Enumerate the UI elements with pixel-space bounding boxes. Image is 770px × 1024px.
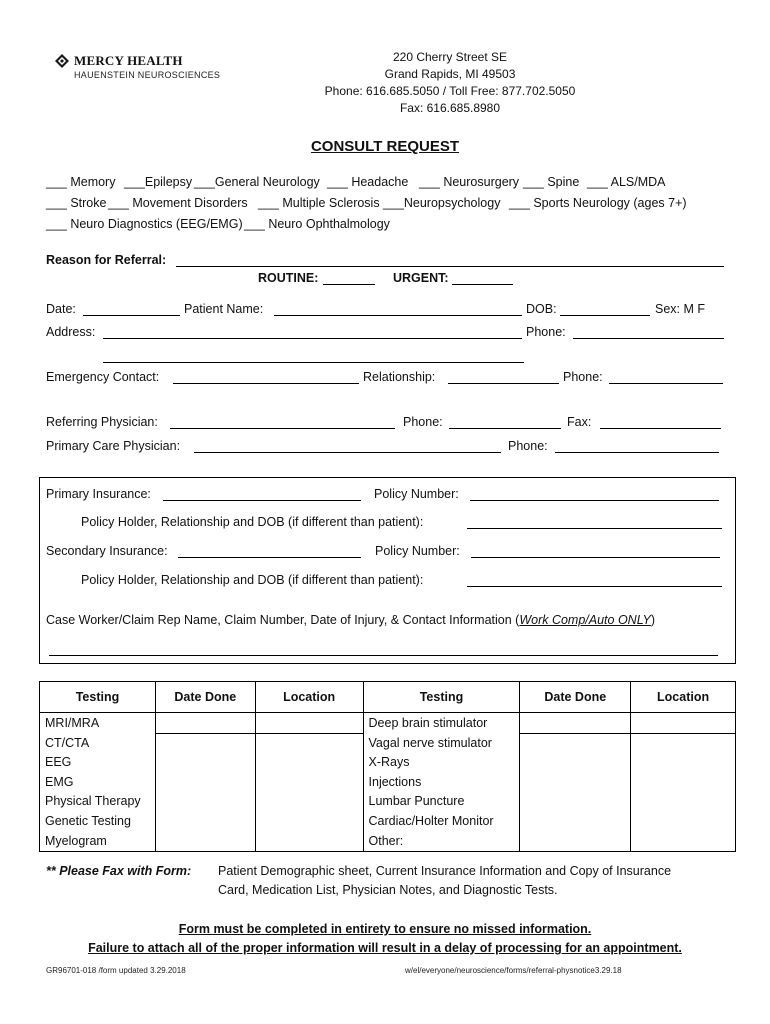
- date-field[interactable]: [83, 315, 180, 316]
- header-date-done-2: Date Done: [520, 682, 631, 713]
- specialty-multiple-sclerosis[interactable]: ___ Multiple Sclerosis: [258, 196, 380, 210]
- referring-phone-label: Phone:: [403, 415, 443, 429]
- dob-field[interactable]: [560, 315, 650, 316]
- fax-note-line-2: Card, Medication List, Physician Notes, and Diagnostic Tests.: [218, 883, 558, 897]
- primary-care-phone-label: Phone:: [508, 439, 548, 453]
- header-testing-2: Testing: [363, 682, 520, 713]
- relationship-label: Relationship:: [363, 370, 436, 384]
- case-worker-field[interactable]: [49, 655, 718, 656]
- emergency-contact-field[interactable]: [173, 383, 359, 384]
- header-location-1: Location: [255, 682, 363, 713]
- emergency-phone-label: Phone:: [563, 370, 603, 384]
- specialty-sports-neurology[interactable]: ___ Sports Neurology (ages 7+): [509, 196, 687, 210]
- test-myelogram: Myelogram: [45, 833, 107, 848]
- primary-policy-number-label: Policy Number:: [374, 487, 459, 501]
- referring-fax-field[interactable]: [600, 428, 721, 429]
- referring-physician-label: Referring Physician:: [46, 415, 158, 429]
- date-done-right-cell[interactable]: [520, 713, 631, 852]
- specialty-movement-disorders[interactable]: ___ Movement Disorders: [108, 196, 248, 210]
- test-eeg: EEG: [45, 755, 72, 770]
- specialty-stroke[interactable]: ___ Stroke: [46, 196, 107, 210]
- patient-phone-label: Phone:: [526, 325, 566, 339]
- test-ct-cta: CT/CTA: [45, 735, 90, 750]
- specialty-als-mda[interactable]: ___ ALS/MDA: [587, 175, 666, 189]
- secondary-insurance-field[interactable]: [178, 557, 361, 558]
- referring-fax-label: Fax:: [567, 415, 592, 429]
- address-field-line-2[interactable]: [103, 362, 524, 363]
- primary-insurance-label: Primary Insurance:: [46, 487, 151, 501]
- secondary-insurance-label: Secondary Insurance:: [46, 544, 168, 558]
- page-title: CONSULT REQUEST: [310, 138, 460, 155]
- routine-label: ROUTINE:: [258, 271, 319, 285]
- test-mri-mra: MRI/MRA: [45, 716, 100, 730]
- secondary-policy-holder-label: Policy Holder, Relationship and DOB (if different than patient):: [81, 573, 424, 587]
- logo-name: MERCY HEALTH: [74, 53, 183, 68]
- fax-note-line-1: Patient Demographic sheet, Current Insurance Information and Copy of Insurance: [218, 864, 672, 878]
- test-emg: EMG: [45, 774, 74, 789]
- primary-policy-holder-field[interactable]: [467, 528, 722, 529]
- specialty-neuro-ophthalmology[interactable]: ___ Neuro Ophthalmology: [244, 217, 390, 231]
- test-other: Other:: [368, 833, 404, 848]
- urgent-label: URGENT:: [393, 271, 449, 285]
- secondary-policy-number-label: Policy Number:: [375, 544, 460, 558]
- address-line-1: 220 Cherry Street SE: [392, 50, 508, 64]
- logo-subtitle: HAUENSTEIN NEUROSCIENCES: [74, 70, 221, 80]
- specialty-neurosurgery[interactable]: ___ Neurosurgery: [419, 175, 520, 189]
- patient-name-label: Patient Name:: [184, 302, 264, 316]
- emergency-phone-field[interactable]: [609, 383, 723, 384]
- test-injections: Injections: [368, 774, 422, 789]
- primary-policy-number-field[interactable]: [470, 500, 719, 501]
- primary-care-physician-label: Primary Care Physician:: [46, 439, 181, 453]
- specialty-spine[interactable]: ___ Spine: [523, 175, 580, 189]
- mercy-health-logo-icon: [54, 53, 70, 69]
- test-vagal-nerve-stimulator: Vagal nerve stimulator: [368, 735, 492, 750]
- footer-form-id: GR96701-018 /form updated 3.29.2018: [46, 966, 186, 975]
- fax-note-label: ** Please Fax with Form:: [46, 864, 192, 878]
- specialty-general-neurology[interactable]: ___General Neurology: [194, 175, 320, 189]
- reason-for-referral-label: Reason for Referral:: [46, 253, 167, 267]
- date-label: Date:: [46, 302, 76, 316]
- specialty-neuropsychology[interactable]: ___Neuropsychology: [383, 196, 501, 210]
- secondary-policy-holder-field[interactable]: [467, 586, 722, 587]
- insurance-box: [39, 477, 736, 664]
- footer-path: w/el/everyone/neuroscience/forms/referral-physnotice3.29.18: [405, 966, 622, 975]
- case-worker-label: Case Worker/Claim Rep Name, Claim Number, Date of Injury, & Contact Information (Work Comp/Auto ONLY): [46, 613, 656, 627]
- test-deep-brain-stimulator: Deep brain stimulator: [368, 716, 488, 730]
- test-cardiac-holter-monitor: Cardiac/Holter Monitor: [368, 813, 494, 828]
- case-worker-note: Work Comp/Auto ONLY: [519, 613, 651, 627]
- address-field[interactable]: [103, 338, 522, 339]
- address-line-2: Grand Rapids, MI 49503: [384, 67, 516, 81]
- test-lumbar-puncture: Lumbar Puncture: [368, 794, 465, 809]
- reason-for-referral-field[interactable]: [176, 266, 724, 267]
- date-done-left-cell[interactable]: [155, 713, 255, 852]
- primary-care-physician-field[interactable]: [194, 452, 501, 453]
- emergency-contact-label: Emergency Contact:: [46, 370, 160, 384]
- test-physical-therapy: Physical Therapy: [45, 794, 141, 809]
- urgent-field[interactable]: [452, 284, 513, 285]
- warning-line-1: Form must be completed in entirety to ensure no missed information.: [178, 922, 592, 936]
- address-label: Address:: [46, 325, 96, 339]
- specialty-epilepsy[interactable]: ___Epilepsy: [124, 175, 193, 189]
- dob-label: DOB:: [526, 302, 557, 316]
- warning-line-2: Failure to attach all of the proper information will result in a delay of processing for an appointment.: [88, 941, 682, 955]
- specialty-headache[interactable]: ___ Headache: [327, 175, 409, 189]
- patient-phone-field[interactable]: [573, 338, 724, 339]
- referring-physician-field[interactable]: [170, 428, 395, 429]
- testing-table: [39, 681, 736, 852]
- table-row-left-tests: [40, 713, 156, 852]
- patient-name-field[interactable]: [274, 315, 522, 316]
- location-left-cell[interactable]: [255, 713, 363, 852]
- phone-line: Phone: 616.685.5050 / Toll Free: 877.702.5050: [324, 84, 576, 98]
- specialty-neuro-diagnostics[interactable]: ___ Neuro Diagnostics (EEG/EMG): [46, 217, 243, 231]
- primary-insurance-field[interactable]: [163, 500, 361, 501]
- specialty-memory[interactable]: ___ Memory: [46, 175, 116, 189]
- secondary-policy-number-field[interactable]: [471, 557, 720, 558]
- header-testing-1: Testing: [40, 682, 156, 713]
- test-genetic-testing: Genetic Testing: [45, 813, 131, 828]
- routine-field[interactable]: [323, 284, 375, 285]
- header-date-done-1: Date Done: [155, 682, 255, 713]
- fax-line: Fax: 616.685.8980: [399, 101, 501, 115]
- sex-label[interactable]: Sex: M F: [655, 302, 706, 316]
- referring-phone-field[interactable]: [449, 428, 561, 429]
- relationship-field[interactable]: [448, 383, 559, 384]
- test-x-rays: X-Rays: [368, 755, 410, 770]
- table-row-right-tests: [363, 713, 520, 852]
- header-location-2: Location: [631, 682, 736, 713]
- primary-care-phone-field[interactable]: [555, 452, 719, 453]
- location-right-cell[interactable]: [631, 713, 736, 852]
- primary-policy-holder-label: Policy Holder, Relationship and DOB (if different than patient):: [81, 515, 424, 529]
